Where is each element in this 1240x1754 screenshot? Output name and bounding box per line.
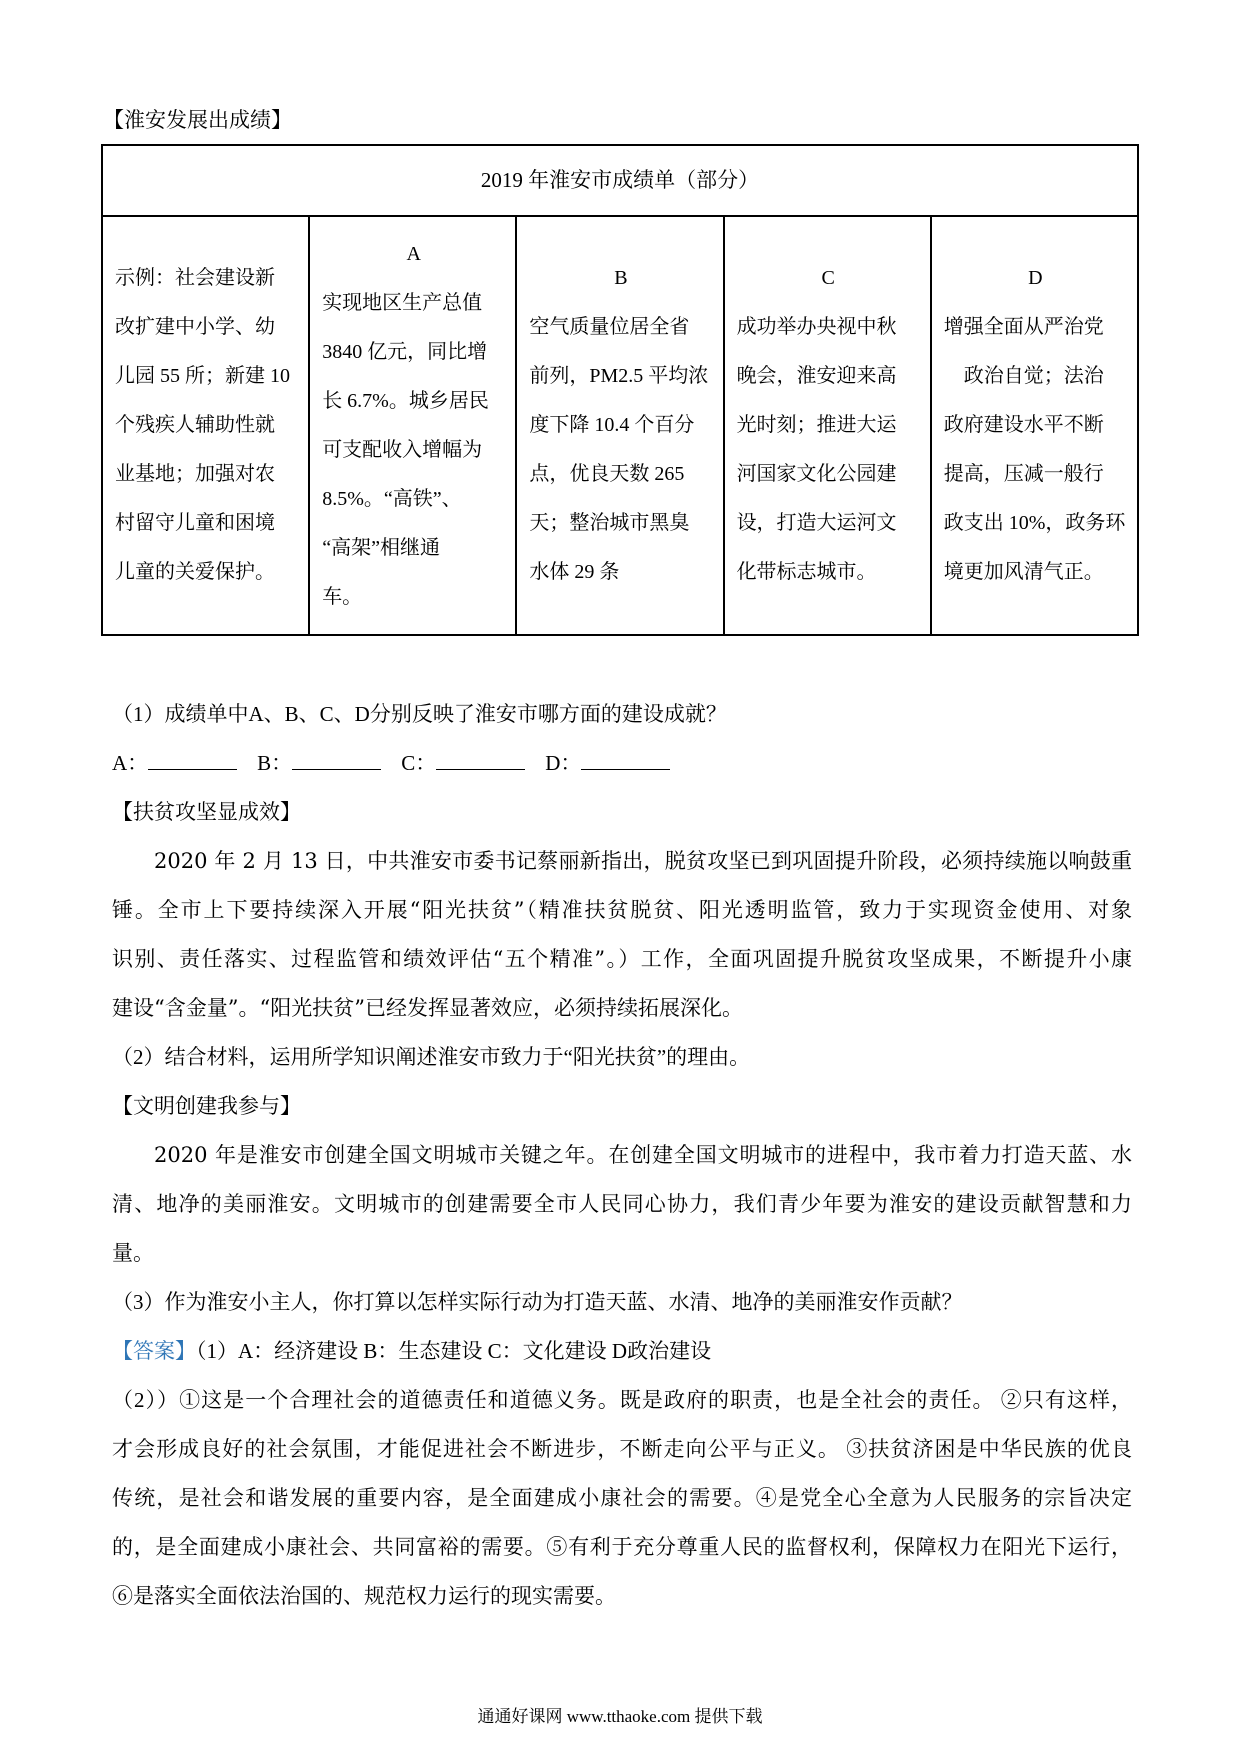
blank-label-b: B： [257, 751, 293, 775]
score-cell-line: 个残疾人辅助性就 [115, 414, 275, 436]
answer-2-line: 传统，是社会和谐发展的重要内容，是全面建成小康社会的需要。④是党全心全意为人民服务的宗旨决定 [112, 1486, 1132, 1510]
score-cell-line: 前列，PM2.5 平均浓 [529, 365, 709, 387]
score-cell-d [931, 216, 1138, 635]
answer-2 [112, 1376, 1132, 1621]
civilization-paragraph [112, 1131, 1132, 1278]
score-cell-b [516, 216, 723, 635]
section-heading-poverty: 【扶贫攻坚显成效】 [112, 800, 301, 824]
score-cell-example [102, 216, 309, 635]
answer-tag: 【答案】 [112, 1339, 196, 1363]
score-cell-line: 政支出 10%，政务环 [943, 512, 1126, 534]
score-cell-line: 示例：社会建设新 [115, 267, 275, 289]
paragraph-line: 2020 年是淮安市创建全国文明城市关键之年。在创建全国文明城市的进程中，我市着力打造天蓝、水 [154, 1143, 1132, 1167]
score-cell-letter: B [614, 267, 628, 289]
score-cell-line: 可支配收入增幅为 [322, 438, 483, 461]
score-cell-line: 儿园 55 所；新建 10 [115, 365, 290, 387]
answer-2-line: ⑥是落实全面依法治国的、规范权力运行的现实需要。 [112, 1584, 616, 1608]
poverty-paragraph [112, 837, 1132, 1033]
score-cell-letter: C [821, 267, 835, 289]
paragraph-line: 锤。全市上下要持续深入开展“阳光扶贫”（精准扶贫脱贫、阳光透明监管，致力于实现资金使用、对象 [112, 898, 1132, 922]
score-cell-c [724, 216, 931, 635]
score-cell-line: 光时刻；推进大运 [736, 414, 897, 436]
score-cell-a [309, 216, 516, 635]
score-cell-line: 增强全面从严治党 [943, 316, 1104, 338]
paragraph-line: 量。 [112, 1241, 154, 1265]
blank-line-c [436, 748, 525, 770]
score-cell-line: 政治自觉；法治 [943, 365, 1104, 387]
score-cell-line: 政府建设水平不断 [943, 414, 1104, 436]
score-cell-line: 境更加风清气正。 [943, 561, 1104, 583]
section-heading-development: 【淮安发展出成绩】 [103, 108, 292, 132]
blank-line-b [292, 748, 381, 770]
score-cell-line: 业基地；加强对农 [115, 463, 275, 485]
question-1: （1）成绩单中A、B、C、D分别反映了淮安市哪方面的建设成就？ [112, 702, 727, 726]
score-cell-line: 长 6.7%。城乡居民 [322, 389, 489, 412]
answer-1-text: （1）A：经济建设 B：生态建设 C：文化建设 D政治建设 [196, 1339, 712, 1363]
score-cell-line: 天；整治城市黑臭 [529, 512, 690, 534]
main-text [112, 690, 1132, 1621]
score-table-title: 2019 年淮安市成绩单（部分） [102, 145, 1138, 216]
paragraph-line: 建设“含金量”。“阳光扶贫”已经发挥显著效应，必须持续拓展深化。 [112, 996, 743, 1020]
score-cell-line: 度下降 10.4 个百分 [529, 414, 695, 436]
question-2: （2）结合材料，运用所学知识阐述淮安市致力于“阳光扶贫”的理由。 [112, 1045, 751, 1069]
score-table [101, 144, 1139, 636]
score-cell-line: 8.5%。“高铁”、 [322, 487, 462, 510]
section-heading-civilization: 【文明创建我参与】 [112, 1094, 301, 1118]
score-cell-line: 设，打造大运河文 [736, 512, 897, 534]
score-cell-line: 点，优良天数 265 [529, 463, 685, 485]
blank-label-c: C： [401, 751, 437, 775]
score-cell-line: 提高，压减一般行 [943, 463, 1104, 485]
page-footer: 通通好课网 www.tthaoke.com 提供下载 [477, 1707, 763, 1726]
blank-label-a: A： [112, 751, 149, 775]
score-cell-line: 化带标志城市。 [736, 561, 877, 583]
score-cell-letter: D [1028, 267, 1043, 289]
score-cell-line: 村留守儿童和困境 [115, 512, 275, 534]
paragraph-line: 2020 年 2 月 13 日，中共淮安市委书记蔡丽新指出，脱贫攻坚已到巩固提升阶段，必须持续施以响鼓重 [154, 849, 1132, 873]
answer-1 [112, 1327, 1132, 1376]
blank-line-a [148, 748, 237, 770]
score-cell-line: 空气质量位居全省 [529, 316, 690, 338]
paragraph-line: 清、地净的美丽淮安。文明城市的创建需要全市人民同心协力，我们青少年要为淮安的建设贡献智慧和力 [112, 1192, 1132, 1216]
score-cell-line: 儿童的关爱保护。 [115, 561, 275, 583]
score-cell-line: “高架”相继通 [322, 536, 440, 559]
score-cell-line: 3840 亿元，同比增 [322, 340, 488, 363]
answer-2-line: 才会形成良好的社会氛围，才能促进社会不断进步，不断走向公平与正义。 ③扶贫济困是中华民族的优良 [112, 1437, 1132, 1461]
blank-line-d [581, 748, 670, 770]
score-cell-line: 改扩建中小学、幼 [115, 316, 275, 338]
question-3: （3）作为淮安小主人，你打算以怎样实际行动为打造天蓝、水清、地净的美丽淮安作贡献？ [112, 1290, 963, 1314]
score-cell-line: 水体 29 条 [529, 561, 620, 583]
score-cell-letter: A [406, 242, 421, 265]
paragraph-line: 识别、责任落实、过程监管和绩效评估“五个精准”。）工作，全面巩固提升脱贫攻坚成果，不断提升小康 [112, 947, 1132, 971]
score-cell-line: 车。 [322, 585, 363, 608]
answer-2-line: （2））①这是一个合理社会的道德责任和道德义务。既是政府的职责，也是全社会的责任。 ②只有这样， [112, 1388, 1132, 1412]
blank-label-d: D： [545, 751, 582, 775]
answer-blanks-row [112, 739, 1132, 788]
score-cell-line: 成功举办央视中秋 [736, 316, 897, 338]
score-cell-line: 晚会，淮安迎来高 [736, 365, 897, 387]
score-cell-line: 河国家文化公园建 [736, 463, 897, 485]
answer-2-line: 的，是全面建成小康社会、共同富裕的需要。⑤有利于充分尊重人民的监督权利，保障权力在阳光下运行， [112, 1535, 1132, 1559]
score-cell-line: 实现地区生产总值 [322, 291, 483, 314]
